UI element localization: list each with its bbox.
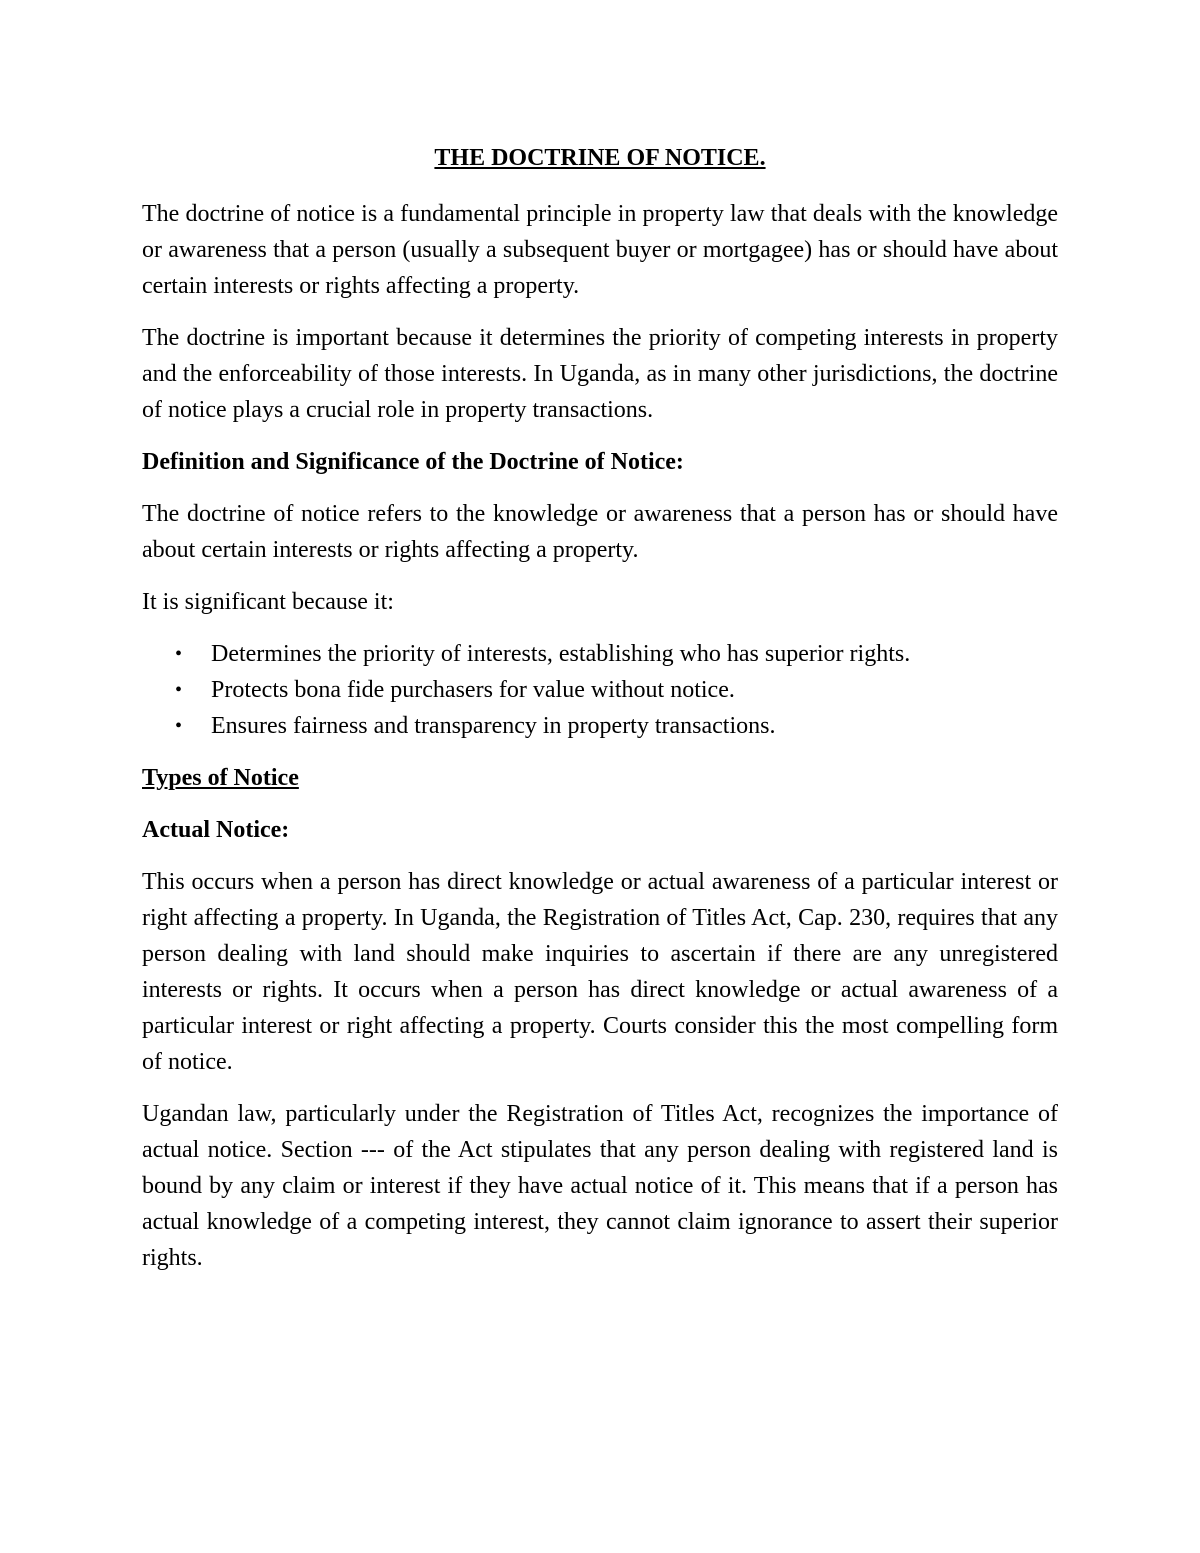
list-item-text: Ensures fairness and transparency in property transactions.	[211, 713, 776, 739]
list-item	[142, 636, 1058, 672]
bullet-icon: •	[175, 715, 183, 737]
list-item-text: Determines the priority of interests, establishing who has superior rights.	[211, 641, 911, 667]
bullet-icon: •	[175, 679, 183, 701]
significance-lead: It is significant because it:	[142, 589, 394, 615]
definition-paragraph: The doctrine of notice refers to the knowledge or awareness that a person has or should have about certain interests or rights affecting a property.	[142, 501, 1058, 563]
actual-notice-heading: Actual Notice:	[142, 817, 290, 843]
types-heading: Types of Notice	[142, 765, 299, 791]
intro-paragraph: The doctrine is important because it determines the priority of competing interests in property and the enforceability of those interests. In Uganda, as in many other jurisdictions, the doctrine of notice plays a crucial role in property transactions.	[142, 325, 1058, 423]
significance-list	[142, 636, 1058, 744]
list-item-text: Protects bona fide purchasers for value without notice.	[211, 677, 735, 703]
bullet-icon: •	[175, 643, 183, 665]
actual-notice-paragraph: Ugandan law, particularly under the Registration of Titles Act, recognizes the importance of actual notice. Section --- of the Act stipulates that any person dealing with registered land is bound by any claim or interest if they have actual notice of it. This means that if a person has actual knowledge of a competing interest, they cannot claim ignorance to assert their superior rights.	[142, 1101, 1058, 1271]
definition-heading: Definition and Significance of the Doctrine of Notice:	[142, 449, 684, 475]
document-title: THE DOCTRINE OF NOTICE.	[434, 145, 766, 171]
intro-paragraph: The doctrine of notice is a fundamental principle in property law that deals with the knowledge or awareness that a person (usually a subsequent buyer or mortgagee) has or should have about certain interests or rights affecting a property.	[142, 201, 1058, 299]
list-item	[142, 672, 1058, 708]
document-page	[142, 140, 1058, 1292]
actual-notice-paragraph: This occurs when a person has direct knowledge or actual awareness of a particular interest or right affecting a property. In Uganda, the Registration of Titles Act, Cap. 230, requires that any person dealing with land should make inquiries to ascertain if there are any unregistered interests or rights. It occurs when a person has direct knowledge or actual awareness of a particular interest or right affecting a property. Courts consider this the most compelling form of notice.	[142, 869, 1058, 1075]
list-item	[142, 708, 1058, 744]
